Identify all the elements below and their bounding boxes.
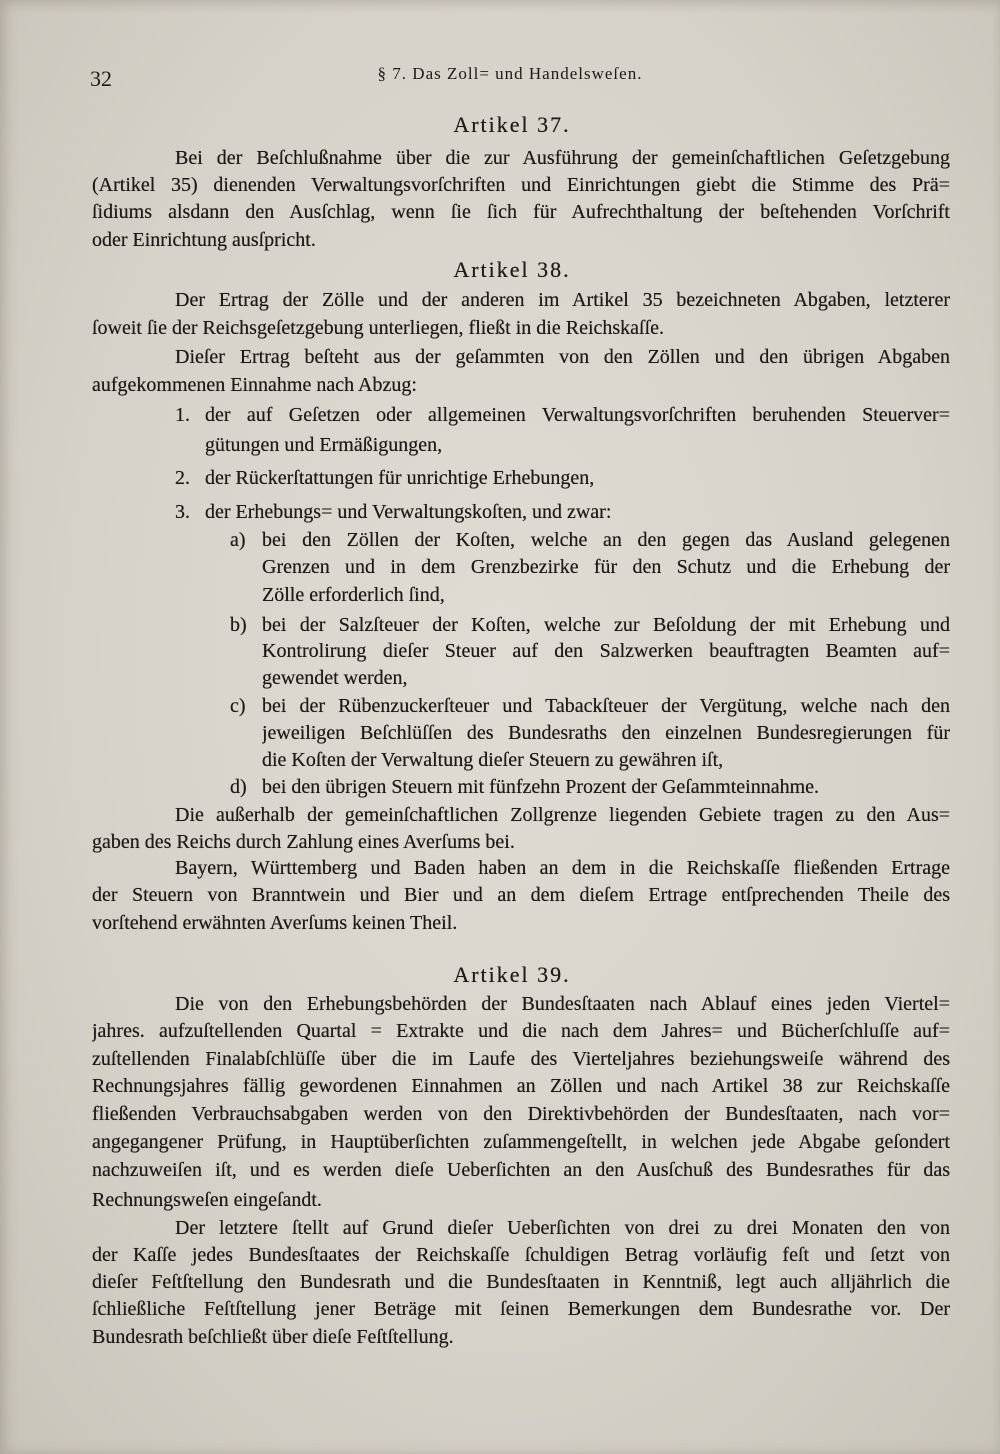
text-line: Bundesrath beſchließt über dieſe Feſtſtellung.	[92, 1326, 454, 1348]
list-item-line: der auf Geſetzen oder allgemeinen Verwaltungsvorſchriften beruhenden Steuerver=	[205, 404, 950, 426]
list-marker: 1.	[175, 404, 190, 426]
text-line: Bayern, Württemberg und Baden haben an dem in die Reichskaſſe fließenden Ertrage	[175, 857, 950, 879]
sublist-item-line: jeweiligen Beſchlüſſen des Bundesraths den einzelnen Bundesregierungen für	[262, 722, 950, 744]
text-line: ſchließliche Feſtſtellung jener Beträge mit ſeinen Bemerkungen dem Bundesrathe vor. Der	[92, 1298, 950, 1320]
text-line: ſidiums alsdann den Ausſchlag, wenn ſie ſich für Aufrechthaltung der beſtehenden Vorſchrift	[92, 201, 950, 223]
sublist-marker: d)	[230, 776, 247, 798]
sublist-item-line: bei der Rübenzuckerſteuer und Tabackſteuer der Vergütung, welche nach den	[262, 695, 950, 717]
text-line: aufgekommenen Einnahme nach Abzug:	[92, 374, 417, 396]
article-38-heading: Artikel 38.	[453, 257, 571, 282]
list-item-line: der Erhebungs= und Verwaltungskoſten, und zwar:	[205, 501, 612, 523]
text-line: fließenden Verbrauchsabgaben werden von den Direktivbehörden der Bundesſtaaten, nach vor=	[92, 1103, 950, 1125]
sublist-item-line: die Koſten der Verwaltung dieſer Steuern zu gewähren iſt,	[262, 749, 724, 771]
running-title: § 7. Das Zoll= und Handelsweſen.	[377, 64, 643, 83]
sublist-item-line: Grenzen und in dem Grenzbezirke für den Schutz und die Erhebung der	[262, 556, 950, 578]
text-line: der Steuern von Branntwein und Bier und an dem dieſem Ertrage entſprechenden Theile des	[92, 884, 950, 906]
text-line: Bei der Beſchlußnahme über die zur Ausführung der gemeinſchaftlichen Geſetzgebung	[175, 147, 950, 169]
article-39-heading: Artikel 39.	[453, 962, 571, 987]
text-line: Dieſer Ertrag beſteht aus der geſammten von den Zöllen und den übrigen Abgaben	[175, 346, 950, 368]
sublist-item-line: bei den Zöllen der Koſten, welche an den gegen das Ausland gelegenen	[262, 529, 950, 551]
text-line: Der letztere ſtellt auf Grund dieſer Ueberſichten von drei zu drei Monaten den von	[175, 1217, 950, 1239]
text-line: angegangener Prüfung, in Hauptüberſichten zuſammengeſtellt, in welchen jede Abgabe geſondert	[92, 1131, 950, 1153]
list-marker: 2.	[175, 467, 190, 489]
sublist-item-line: Zölle erforderlich ſind,	[262, 584, 445, 606]
sublist-marker: a)	[230, 529, 246, 551]
text-line: oder Einrichtung ausſpricht.	[92, 229, 316, 251]
sublist-item-line: gewendet werden,	[262, 667, 408, 689]
sublist-item-line: bei den übrigen Steuern mit fünfzehn Prozent der Geſammteinnahme.	[262, 776, 820, 798]
text-line: Der Ertrag der Zölle und der anderen im Artikel 35 bezeichneten Abgaben, letzterer	[175, 289, 950, 311]
sublist-item-line: bei der Salzſteuer der Koſten, welche zur Beſoldung der mit Erhebung und	[262, 614, 950, 636]
text-line: Die außerhalb der gemeinſchaftlichen Zollgrenze liegenden Gebiete tragen zu den Aus=	[175, 804, 950, 826]
text-line: jahres. aufzuſtellenden Quartal = Extrakte und die nach dem Jahres= und Bücherſchluſſe auf=	[92, 1020, 950, 1042]
text-line: der Kaſſe jedes Bundesſtaates der Reichskaſſe ſchuldigen Betrag vorläufig feſt und ſetzt von	[92, 1244, 950, 1266]
list-marker: 3.	[175, 501, 190, 523]
text-line: dieſer Feſtſtellung den Bundesrath und die Bundesſtaaten in Kenntniß, legt auch alljährlich die	[92, 1271, 950, 1293]
text-line: Rechnungsjahres fällig gewordenen Einnahmen an Zöllen und nach Artikel 38 zur Reichskaſſe	[92, 1075, 950, 1097]
text-line: gaben des Reichs durch Zahlung eines Averſums bei.	[92, 831, 515, 853]
text-line: Die von den Erhebungsbehörden der Bundesſtaaten nach Ablauf eines jeden Viertel=	[175, 993, 950, 1015]
text-line: zuſtellenden Finalabſchlüſſe über die im Laufe des Vierteljahres beziehungsweiſe während des	[92, 1048, 950, 1070]
text-line: ſoweit ſie der Reichsgeſetzgebung unterliegen, fließt in die Reichskaſſe.	[92, 317, 665, 339]
text-line: vorſtehend erwähnten Averſums keinen Theil.	[92, 912, 458, 934]
page-number: 32	[90, 66, 112, 91]
sublist-item-line: Kontrolirung dieſer Steuer auf den Salzwerken beauftragten Beamten auf=	[262, 640, 950, 662]
list-item-line: gütungen und Ermäßigungen,	[205, 434, 443, 456]
sublist-marker: c)	[230, 695, 246, 717]
text-line: nachzuweiſen iſt, und es werden dieſe Ueberſichten an den Ausſchuß des Bundesrathes für das	[92, 1159, 950, 1181]
sublist-marker: b)	[230, 614, 247, 636]
list-item-line: der Rückerſtattungen für unrichtige Erhebungen,	[205, 467, 595, 489]
text-line: Rechnungsweſen eingeſandt.	[92, 1189, 322, 1211]
article-37-heading: Artikel 37.	[453, 112, 571, 137]
text-line: (Artikel 35) dienenden Verwaltungsvorſchriften und Einrichtungen giebt die Stimme des Prä=	[92, 174, 950, 196]
